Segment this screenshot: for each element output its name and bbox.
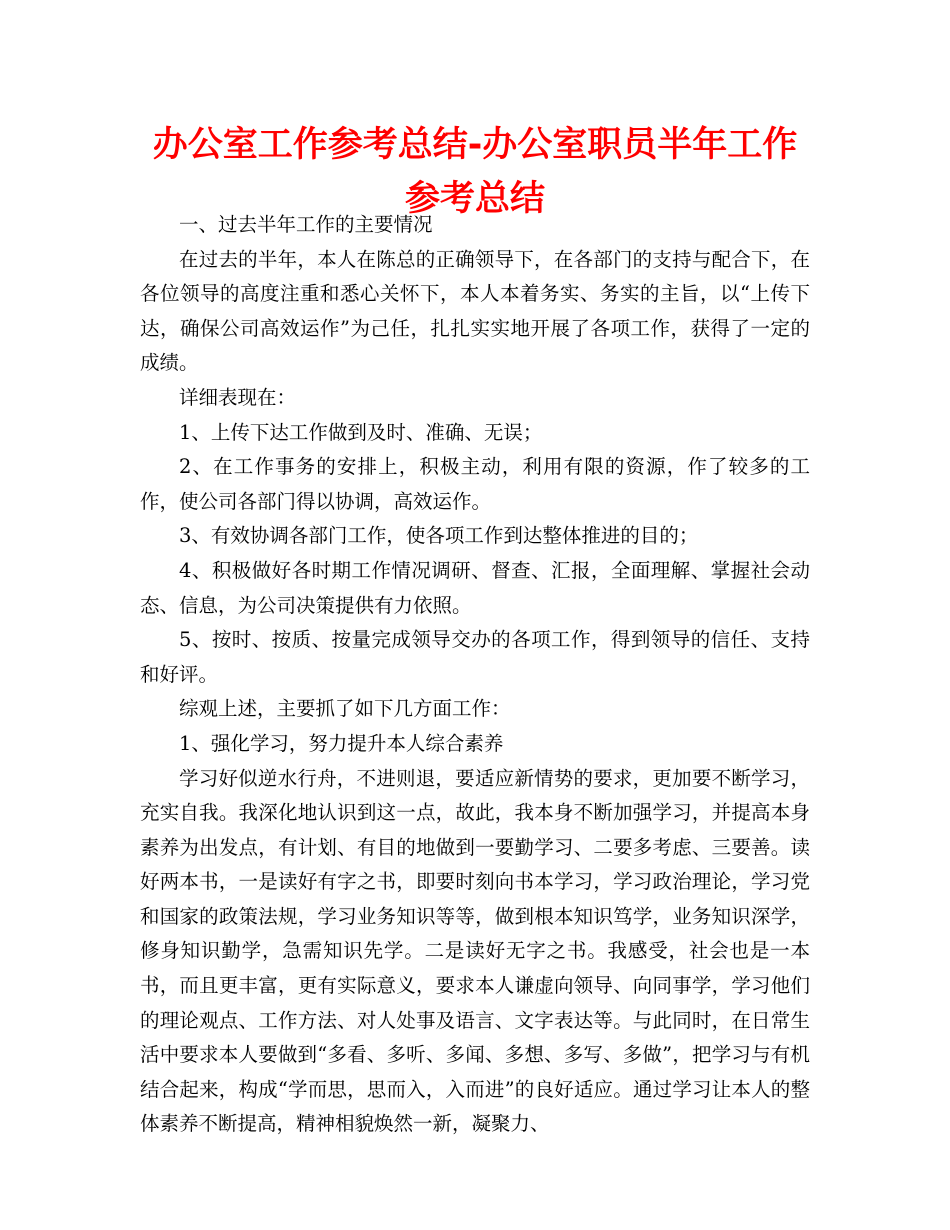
- paragraph: 在过去的半年，本人在陈总的正确领导下，在各部门的支持与配合下，在各位领导的高度注重和悉心关怀下，本人本着务实、务实的主旨，以“上传下达，确保公司高效运作”为己任，扎扎实实地开展了各项工作，获得了一定的成绩。: [140, 247, 810, 375]
- paragraph: 详细表现在：: [179, 385, 297, 409]
- paragraph: 学习好似逆水行舟，不进则退，要适应新情势的要求，更加要不断学习，充实自我。我深化地认识到这一点，故此，我本身不断加强学习，并提高本身素养为出发点，有计划、有目的地做到一要勤学习、二要多考虑、三要善。读好两本书，一是读好有字之书，即要时刻向书本学习，学习政治理论，学习党和国家的政策法规，学习业务知识等等，做到根本知识笃学，业务知识深学，修身知识勤学，急需知识先学。二是读好无字之书。我感受，社会也是一本书，而且更丰富，更有实际意义，要求本人谦虚向领导、向同事学，学习他们的理论观点、工作方法、对人处事及语言、文字表达等。与此同时，在日常生活中要求本人要做到“多看、多听、多闻、多想、多写、多做”，把学习与有机结合起来，构成“学而思，思而入，入而进”的良好适应。通过学习让本人的整体素养不断提高，精神相貌焕然一新，凝聚力、: [140, 766, 810, 1136]
- paragraph: 综观上述，主要抓了如下几方面工作：: [179, 697, 511, 721]
- list-item: 4、积极做好各时期工作情况调研、督查、汇报，全面理解、掌握社会动态、信息，为公司决策提供有力依照。: [140, 558, 810, 617]
- list-item: 2、在工作事务的安排上，积极主动，利用有限的资源，作了较多的工作，使公司各部门得以协调，高效运作。: [140, 455, 810, 513]
- document-body: [140, 208, 810, 1142]
- list-item: 5、按时、按质、按量完成领导交办的各项工作，得到领导的信任、支持和好评。: [140, 628, 810, 686]
- subsection-heading: 1、强化学习，努力提升本人综合素养: [179, 731, 504, 755]
- list-item: 3、有效协调各部门工作，使各项工作到达整体推进的目的；: [179, 524, 699, 548]
- list-item: 1、上传下达工作做到及时、准确、无误；: [179, 420, 543, 444]
- document-title: 办公室工作参考总结-办公室职员半年工作参考总结: [152, 125, 798, 219]
- section-heading: 一、过去半年工作的主要情况: [179, 213, 433, 236]
